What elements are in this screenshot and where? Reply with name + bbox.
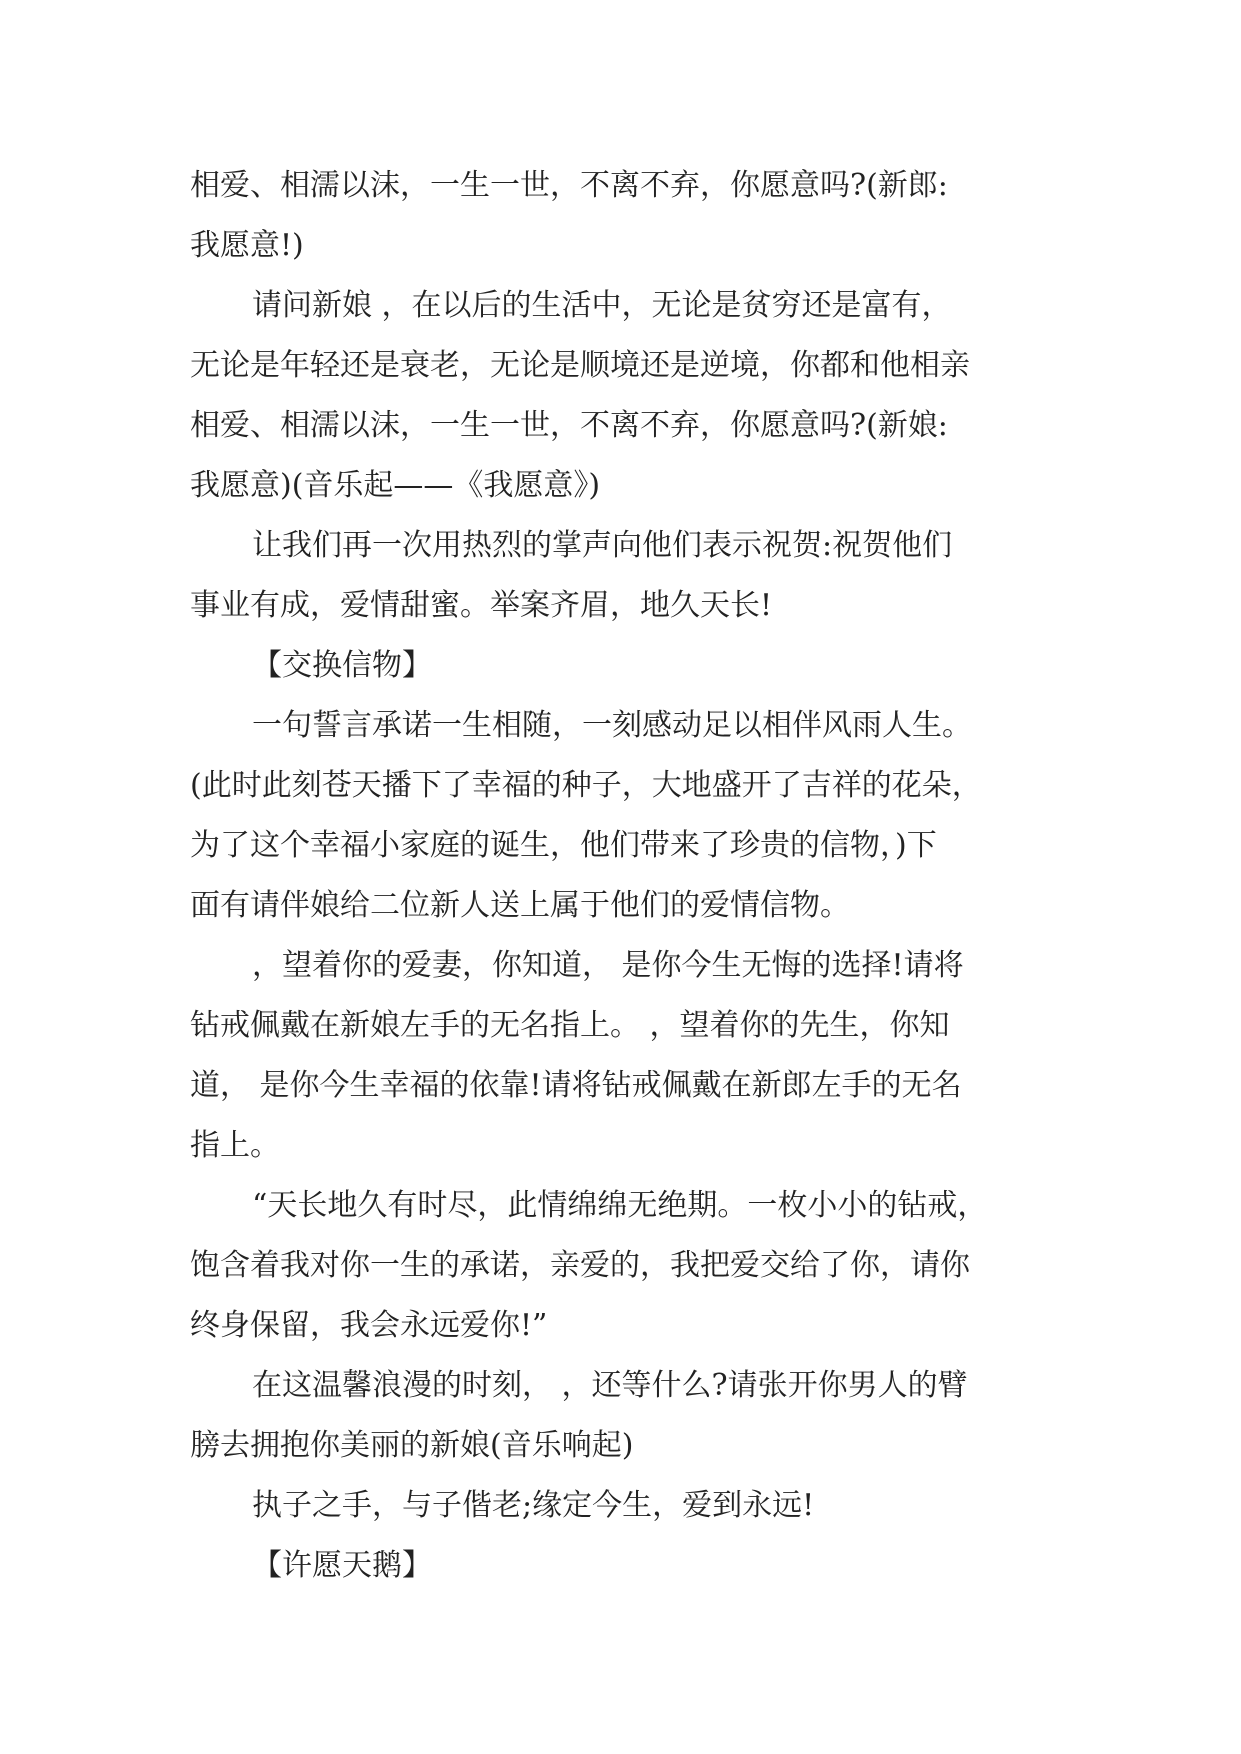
section-heading-wish-swan: 【许愿天鹅】	[252, 1548, 432, 1583]
text-line: 道， 是你今生幸福的依靠!请将钻戒佩戴在新郎左手的无名	[190, 1068, 962, 1103]
text-line: 事业有成，爱情甜蜜。举案齐眉，地久天长!	[190, 588, 773, 623]
text-line: 请问新娘 ，在以后的生活中，无论是贫穷还是富有，	[252, 288, 952, 323]
text-line: 我愿意!)	[190, 228, 304, 263]
text-line: “天长地久有时尽，此情绵绵无绝期。一枚小小的钻戒，	[252, 1188, 988, 1223]
text-line: 在这温馨浪漫的时刻， ，还等什么?请张开你男人的臂	[252, 1368, 968, 1403]
text-line: 无论是年轻还是衰老，无论是顺境还是逆境，你都和他相亲	[190, 348, 970, 383]
text-line: 相爱、相濡以沫，一生一世，不离不弃，你愿意吗?(新娘:	[190, 408, 948, 443]
text-line: 面有请伴娘给二位新人送上属于他们的爱情信物。	[190, 888, 850, 923]
text-line: 执子之手，与子偕老;缘定今生，爱到永远!	[252, 1488, 815, 1523]
text-line: 让我们再一次用热烈的掌声向他们表示祝贺:祝贺他们	[252, 528, 953, 563]
text-line: 饱含着我对你一生的承诺，亲爱的，我把爱交给了你，请你	[190, 1248, 970, 1283]
text-line: ，望着你的爱妻，你知道， 是你今生无悔的选择!请将	[252, 948, 964, 983]
text-line: 钻戒佩戴在新娘左手的无名指上。 ，望着你的先生，你知	[190, 1008, 950, 1043]
text-line: 相爱、相濡以沫，一生一世，不离不弃，你愿意吗?(新郎:	[190, 168, 948, 203]
text-line: 一句誓言承诺一生相随，一刻感动足以相伴风雨人生。	[252, 708, 972, 743]
text-line: 为了这个幸福小家庭的诞生，他们带来了珍贵的信物，)下	[190, 828, 937, 863]
text-line: 我愿意)(音乐起——《我愿意》)	[190, 468, 601, 503]
text-line: 终身保留，我会永远爱你!”	[190, 1308, 548, 1343]
text-line: 膀去拥抱你美丽的新娘(音乐响起)	[190, 1428, 634, 1463]
text-line: (此时此刻苍天播下了幸福的种子，大地盛开了吉祥的花朵，	[190, 768, 982, 803]
document-body	[190, 156, 1070, 1596]
section-heading-exchange-tokens: 【交换信物】	[252, 648, 432, 683]
text-line: 指上。	[190, 1128, 280, 1163]
